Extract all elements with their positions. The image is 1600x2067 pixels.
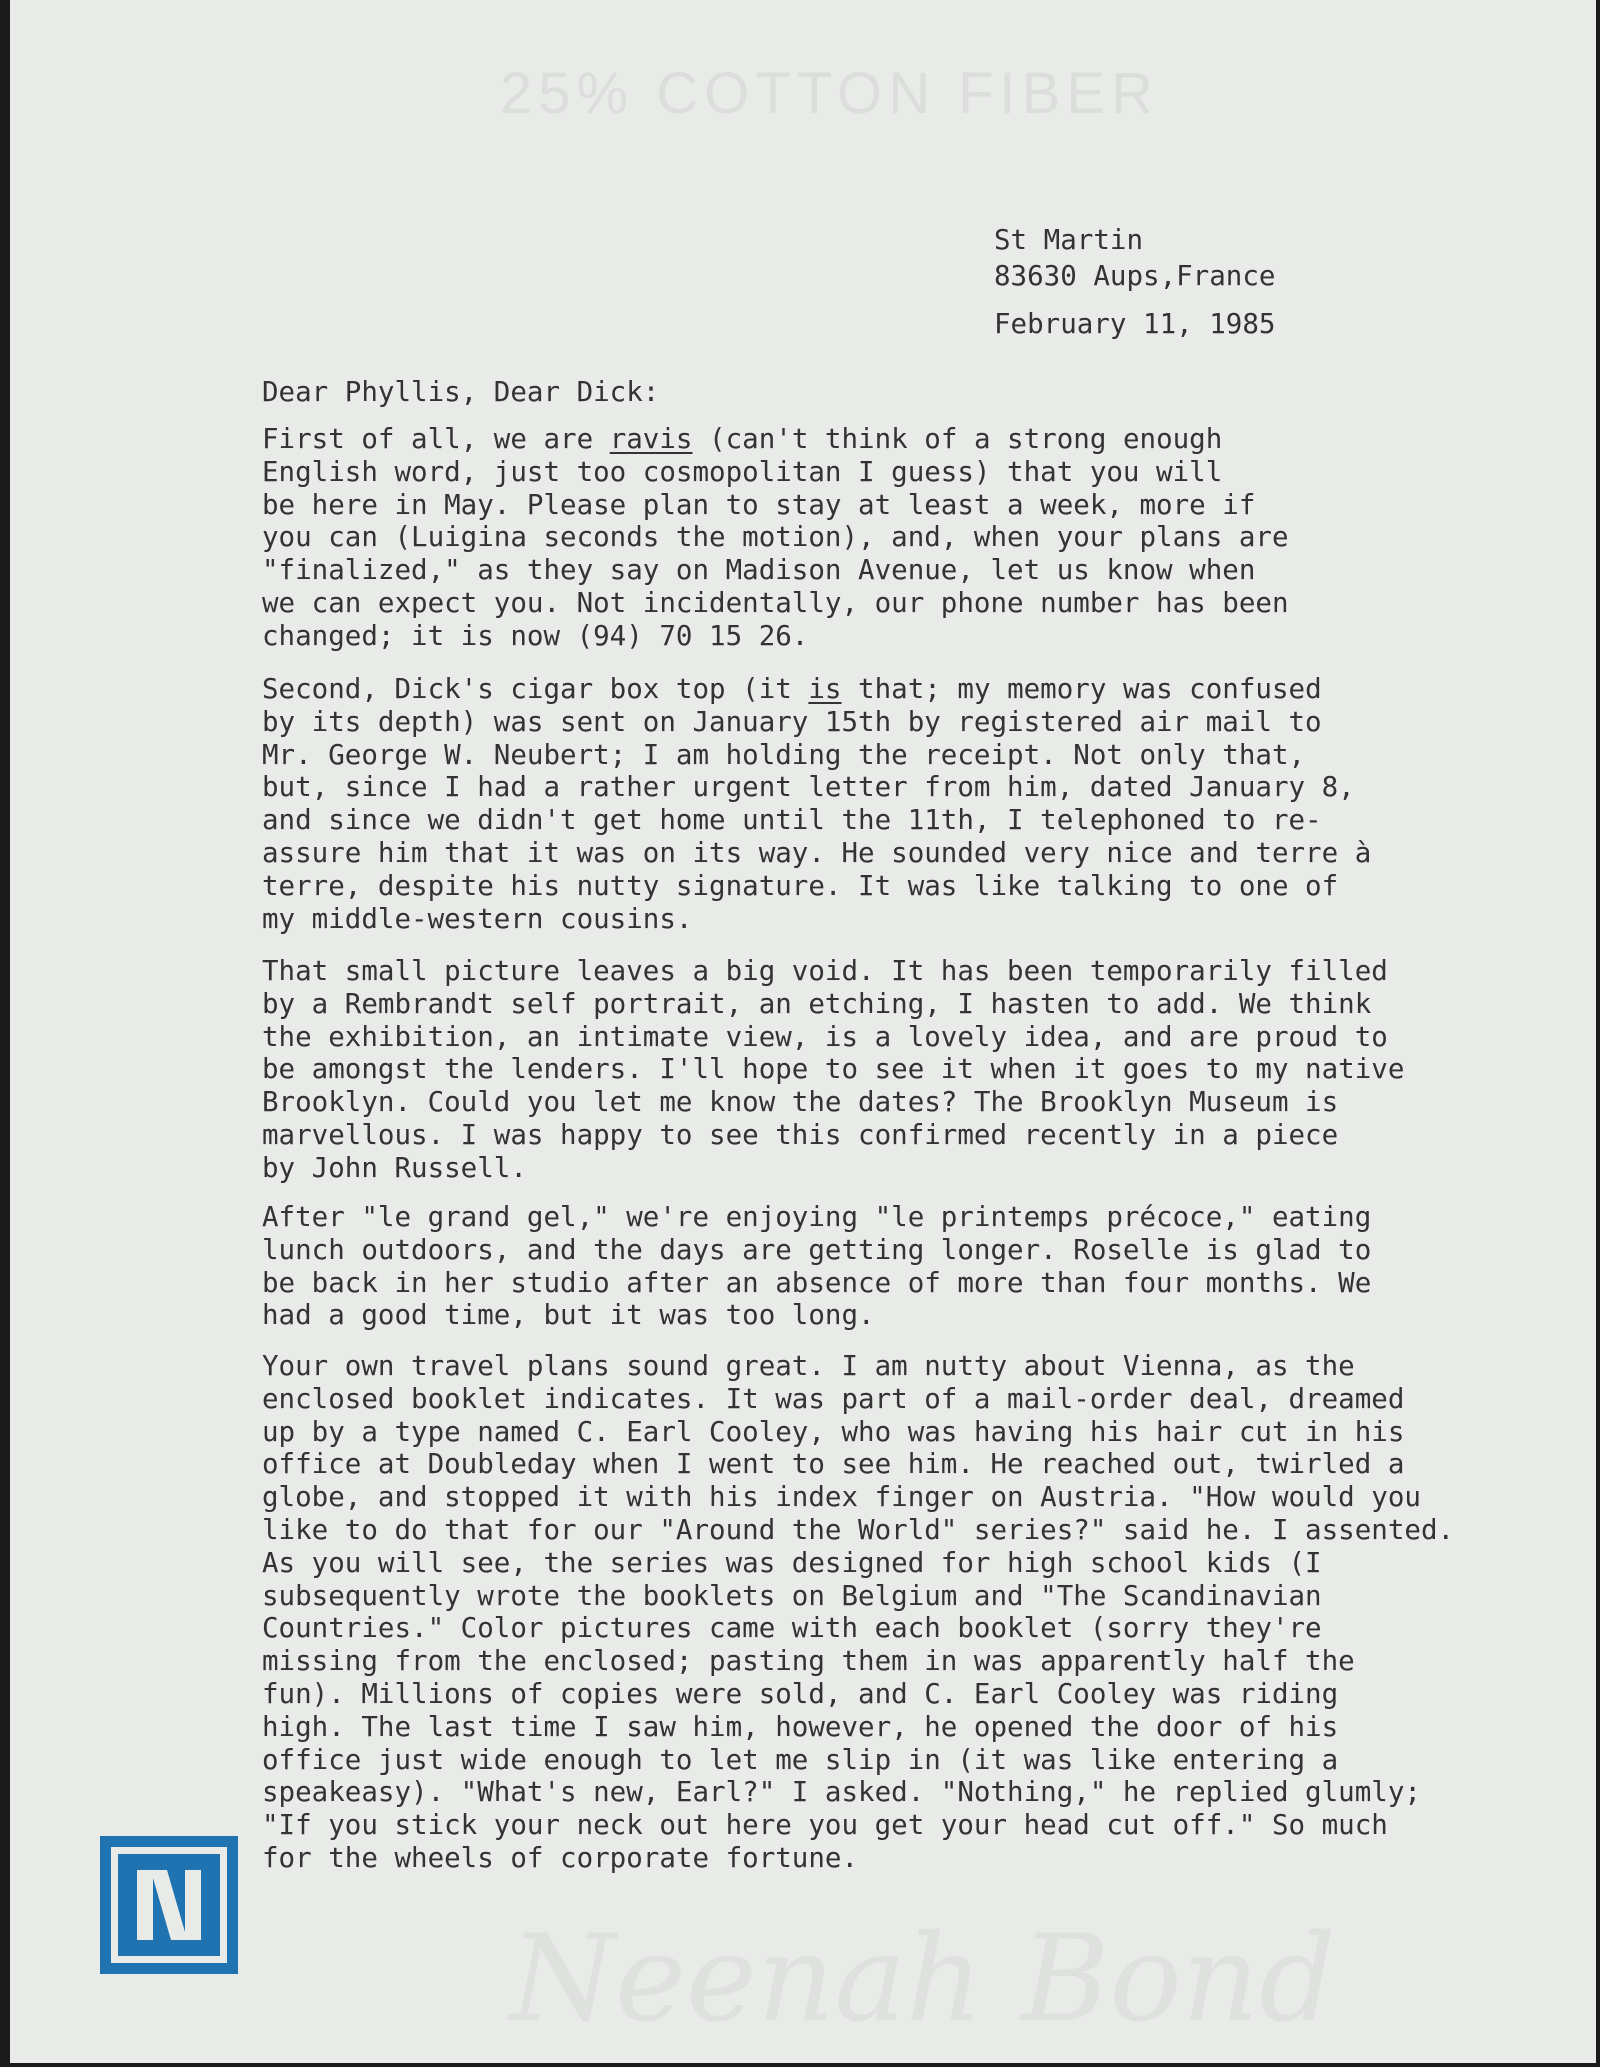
paragraph-line: changed; it is now (94) 70 15 26. [262, 619, 809, 652]
paragraph-line: Brooklyn. Could you let me know the dates? The Brooklyn Museum is [262, 1086, 1339, 1119]
paragraph-line: but, since I had a rather urgent letter from him, dated January 8, [262, 771, 1355, 804]
paragraph-line: for the wheels of corporate fortune. [262, 1841, 859, 1874]
paragraph-line: lunch outdoors, and the days are getting longer. Roselle is glad to [262, 1233, 1372, 1266]
paragraph-line: my middle-western cousins. [262, 902, 693, 935]
paragraph-line: Countries." Color pictures came with each booklet (sorry they're [262, 1612, 1322, 1645]
letterhead-logo [100, 1836, 238, 1974]
paragraph-line: be back in her studio after an absence of more than four months. We [262, 1266, 1372, 1299]
paragraph-line: up by a type named C. Earl Cooley, who was having his hair cut in his [262, 1415, 1405, 1448]
paragraph-line: be here in May. Please plan to stay at least a week, more if [262, 488, 1256, 521]
paragraph-line: had a good time, but it was too long. [262, 1299, 875, 1332]
paragraph-line: high. The last time I saw him, however, he opened the door of his [262, 1710, 1339, 1743]
paragraph-line: First of all, we are ravis (can't think of a strong enough [262, 423, 1223, 455]
watermark-cotton-fiber: 25% COTTON FIBER [500, 61, 1159, 126]
paragraph-line: you can (Luigina seconds the motion), and, when your plans are [262, 521, 1289, 554]
paragraph-line: After "le grand gel," we're enjoying "le printemps précoce," eating [262, 1201, 1372, 1233]
paragraph-line: and since we didn't get home until the 11th, I telephoned to re- [262, 804, 1322, 837]
logo-mark-icon [100, 1836, 238, 1974]
underlined-word-ravis: ravis [609, 423, 693, 455]
address-line-2: 83630 Aups,France [994, 260, 1276, 292]
paragraph-line: marvellous. I was happy to see this confirmed recently in a piece [262, 1118, 1339, 1151]
sender-address [994, 222, 1275, 294]
paragraph-line: That small picture leaves a big void. It has been temporarily filled [262, 955, 1388, 987]
paragraph-line: office at Doubleday when I went to see him. He reached out, twirled a [262, 1448, 1405, 1481]
salutation: Dear Phyllis, Dear Dick: [262, 376, 660, 408]
paragraph-4 [262, 1201, 1371, 1332]
watermark-neenah-bond: Neenah Bond [510, 1910, 1336, 2049]
paragraph-5 [262, 1350, 1454, 1875]
address-line-1: St Martin [994, 224, 1144, 256]
paragraph-2 [262, 673, 1371, 935]
paragraph-3 [262, 955, 1404, 1185]
paragraph-line: by a Rembrandt self portrait, an etching, I hasten to add. We think [262, 987, 1372, 1020]
paragraph-line: subsequently wrote the booklets on Belgium and "The Scandinavian [262, 1579, 1322, 1612]
paragraph-line: "If you stick your neck out here you get your head cut off." So much [262, 1809, 1388, 1842]
letter-page [10, 0, 1596, 2063]
paragraph-line: "finalized," as they say on Madison Avenue, let us know when [262, 554, 1256, 587]
paragraph-line: Mr. George W. Neubert; I am holding the receipt. Not only that, [262, 738, 1306, 771]
paragraph-line: like to do that for our "Around the World" series?" said he. I assented. [262, 1513, 1455, 1546]
paragraph-line: terre, despite his nutty signature. It was like talking to one of [262, 869, 1339, 902]
paragraph-line: Second, Dick's cigar box top (it is that; my memory was confused [262, 673, 1322, 705]
paragraph-line: the exhibition, an intimate view, is a lovely idea, and are proud to [262, 1020, 1388, 1053]
paragraph-line: As you will see, the series was designed for high school kids (I [262, 1546, 1322, 1579]
paragraph-line: globe, and stopped it with his index finger on Austria. "How would you [262, 1481, 1421, 1514]
paragraph-line: by John Russell. [262, 1151, 527, 1184]
letter-date: February 11, 1985 [994, 308, 1276, 340]
underlined-word-is: is [808, 673, 842, 705]
paragraph-line: assure him that it was on its way. He sounded very nice and terre à [262, 836, 1372, 869]
paragraph-line: Your own travel plans sound great. I am nutty about Vienna, as the [262, 1350, 1355, 1382]
paragraph-line: be amongst the lenders. I'll hope to see it when it goes to my native [262, 1053, 1405, 1086]
paragraph-line: missing from the enclosed; pasting them in was apparently half the [262, 1645, 1355, 1678]
paragraph-line: English word, just too cosmopolitan I guess) that you will [262, 455, 1223, 488]
paragraph-line: by its depth) was sent on January 15th by registered air mail to [262, 705, 1322, 738]
paragraph-line: speakeasy). "What's new, Earl?" I asked. "Nothing," he replied glumly; [262, 1776, 1421, 1809]
paragraph-line: office just wide enough to let me slip in (it was like entering a [262, 1743, 1339, 1776]
paragraph-line: fun). Millions of copies were sold, and C. Earl Cooley was riding [262, 1677, 1339, 1710]
paragraph-line: we can expect you. Not incidentally, our phone number has been [262, 586, 1289, 619]
paragraph-line: enclosed booklet indicates. It was part of a mail-order deal, dreamed [262, 1382, 1405, 1415]
paragraph-1 [262, 423, 1289, 653]
